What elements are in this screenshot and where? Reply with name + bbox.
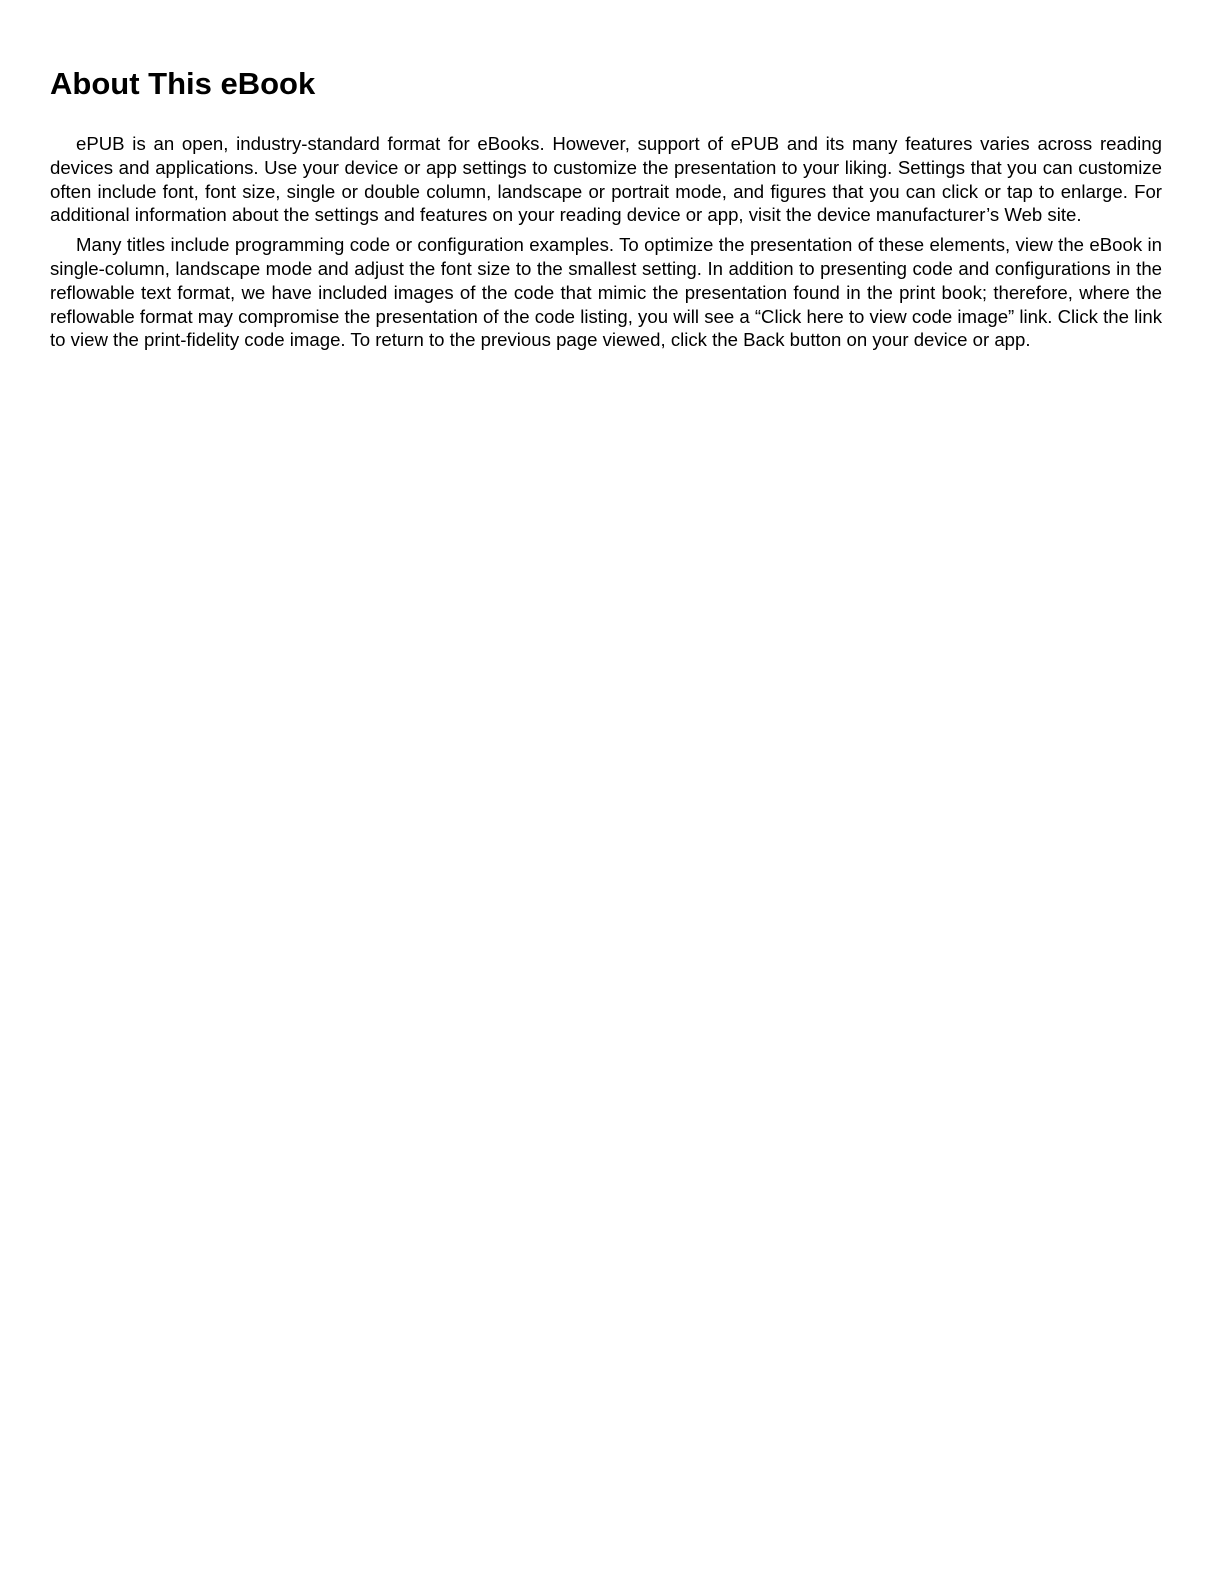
paragraph-epub-format: ePUB is an open, industry-standard format for eBooks. However, support of ePUB and its many features varies across reading devices and applications. Use your device or app settings to customize the presentation to your liking. Settings that you can customize often include font, font size, single or double column, landscape or portrait mode, and figures that you can click or tap to enlarge. For additional information about the settings and features on your reading device or app, visit the device manufacturer’s Web site. <box>50 133 1162 226</box>
document-page <box>50 62 1162 358</box>
body-text <box>50 132 1162 352</box>
paragraph-code-examples: Many titles include programming code or configuration examples. To optimize the presentation of these elements, view the eBook in single-column, landscape mode and adjust the font size to the smallest setting. In addition to presenting code and configurations in the reflowable text format, we have included images of the code that mimic the presentation found in the print book; therefore, where the reflowable format may compromise the presentation of the code listing, you will see a “Click here to view code image” link. Click the link to view the print-fidelity code image. To return to the previous page viewed, click the Back button on your device or app. <box>50 234 1162 351</box>
page-title: About This eBook <box>50 66 316 101</box>
